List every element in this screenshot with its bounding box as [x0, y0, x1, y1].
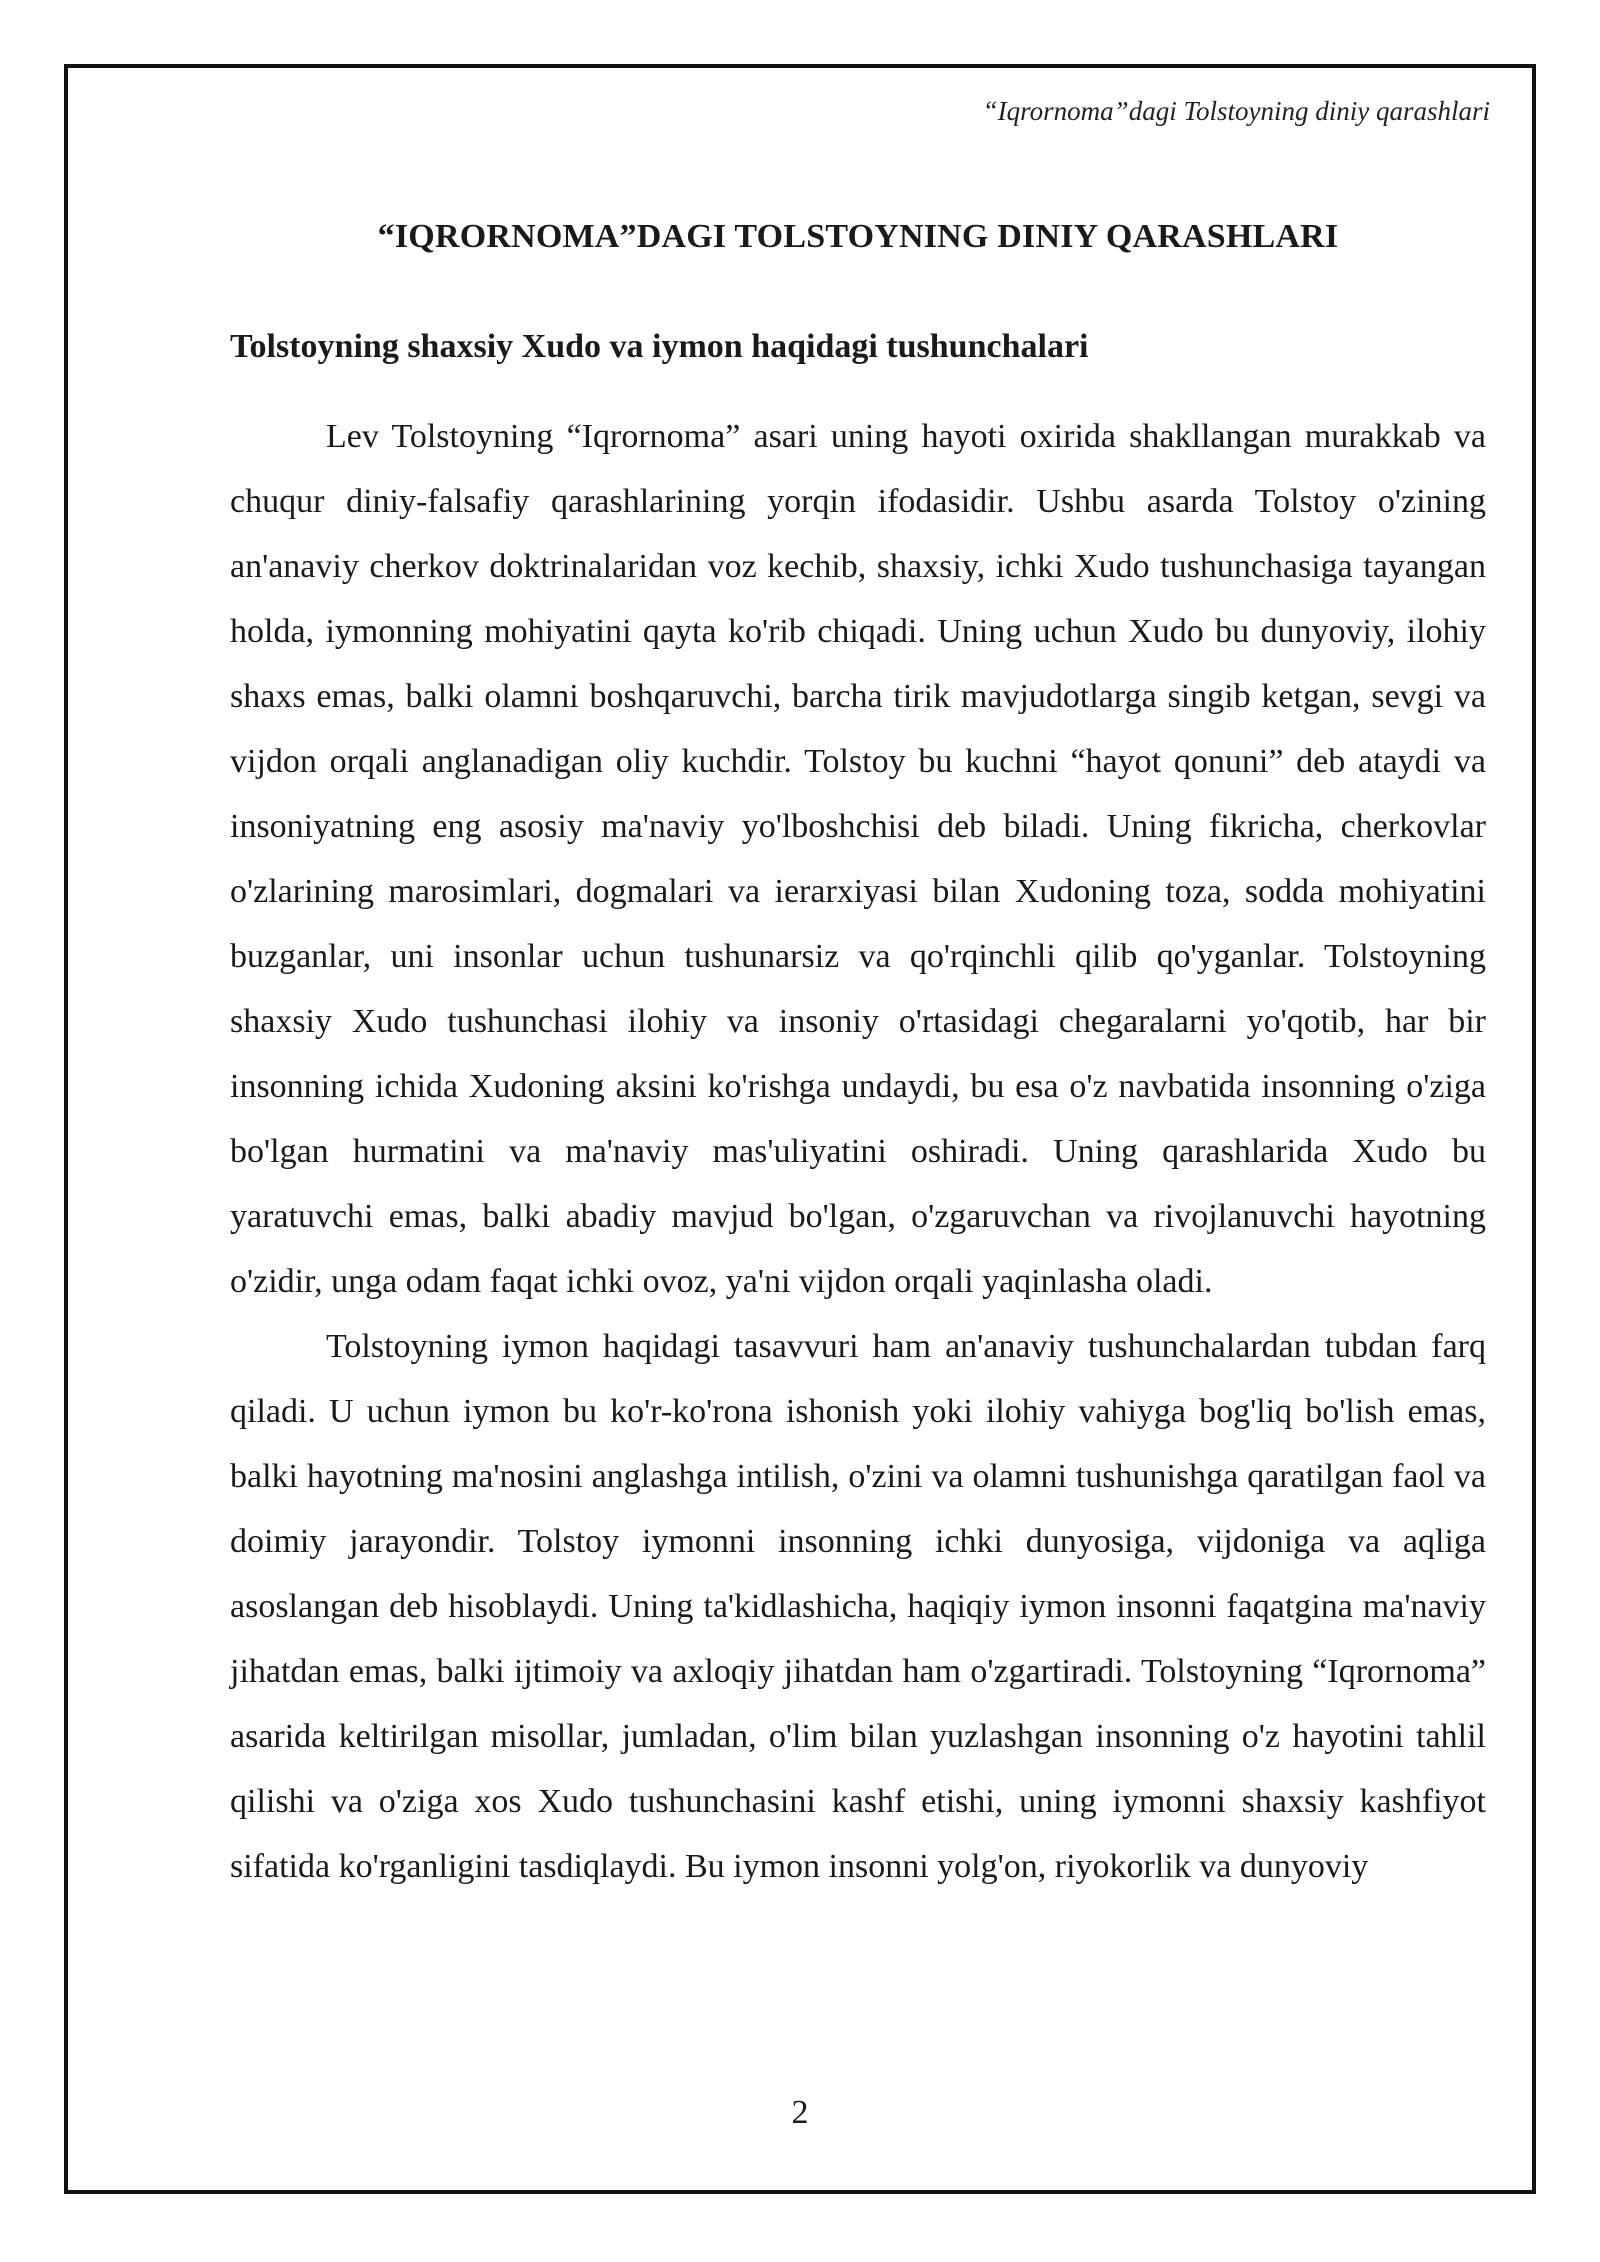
document-title: “IQRORNOMA”DAGI TOLSTOYNING DINIY QARASHLARI [377, 218, 1339, 255]
paragraph: Lev Tolstoyning “Iqrornoma” asari uning hayoti oxirida shakllangan murakkab va chuqur diniy-falsafiy qarashlarining yorqin ifodasidir. Ushbu asarda Tolstoy o'zining an'anaviy cherkov doktrinalaridan voz kechib, shaxsiy, ichki Xudo tushunchasiga tayangan holda, iymonning mohiyatini qayta ko'rib chiqadi. Uning uchun Xudo bu dunyoviy, ilohiy shaxs emas, balki olamni boshqaruvchi, barcha tirik mavjudotlarga singib ketgan, sevgi va vijdon orqali anglanadigan oliy kuchdir. Tolstoy bu kuchni “hayot qonuni” deb ataydi va insoniyatning eng asosiy ma'naviy yo'lboshchisi deb biladi. Uning fikricha, cherkovlar o'zlarining marosimlari, dogmalari va ierarxiyasi bilan Xudoning toza, sodda mohiyatini buzganlar, uni insonlar uchun tushunarsiz va qo'rqinchli qilib qo'yganlar. Tolstoyning shaxsiy Xudo tushunchasi ilohiy va insoniy o'rtasidagi chegaralarni yo'qotib, har bir insonning ichida Xudoning aksini ko'rishga undaydi, bu esa o'z navbatida insonning o'ziga bo'lgan hurmatini va ma'naviy mas'uliyatini oshiradi. Uning qarashlarida Xudo bu yaratuvchi emas, balki abadiy mavjud bo'lgan, o'zgaruvchan va rivojlanuvchi hayotning o'zidir, unga odam faqat ichki ovoz, ya'ni vijdon orqali yaqinlasha oladi. [230, 418, 1486, 1300]
section-heading: Tolstoyning shaxsiy Xudo va iymon haqidagi tushunchalari [230, 328, 1089, 365]
page-number: 2 [791, 2094, 809, 2131]
body-text [230, 404, 1486, 1899]
paragraph: Tolstoyning iymon haqidagi tasavvuri ham an'anaviy tushunchalardan tubdan farq qiladi. U uchun iymon bu ko'r-ko'rona ishonish yoki ilohiy vahiyga bog'liq bo'lish emas, balki hayotning ma'nosini anglashga intilish, o'zini va olamni tushunishga qaratilgan faol va doimiy jarayondir. Tolstoy iymonni insonning ichki dunyosiga, vijdoniga va aqliga asoslangan deb hisoblaydi. Uning ta'kidlashicha, haqiqiy iymon insonni faqatgina ma'naviy jihatdan emas, balki ijtimoiy va axloqiy jihatdan ham o'zgartiradi. Tolstoyning “Iqrornoma” asarida keltirilgan misollar, jumladan, o'lim bilan yuzlashgan insonning o'z hayotini tahlil qilishi va o'ziga xos Xudo tushunchasini kashf etishi, uning iymonni shaxsiy kashfiyot sifatida ko'rganligini tasdiqlaydi. Bu iymon insonni yolg'on, riyokorlik va dunyoviy [230, 1328, 1486, 1885]
running-header: “Iqrornoma”dagi Tolstoyning diniy qarashlari [982, 96, 1490, 126]
